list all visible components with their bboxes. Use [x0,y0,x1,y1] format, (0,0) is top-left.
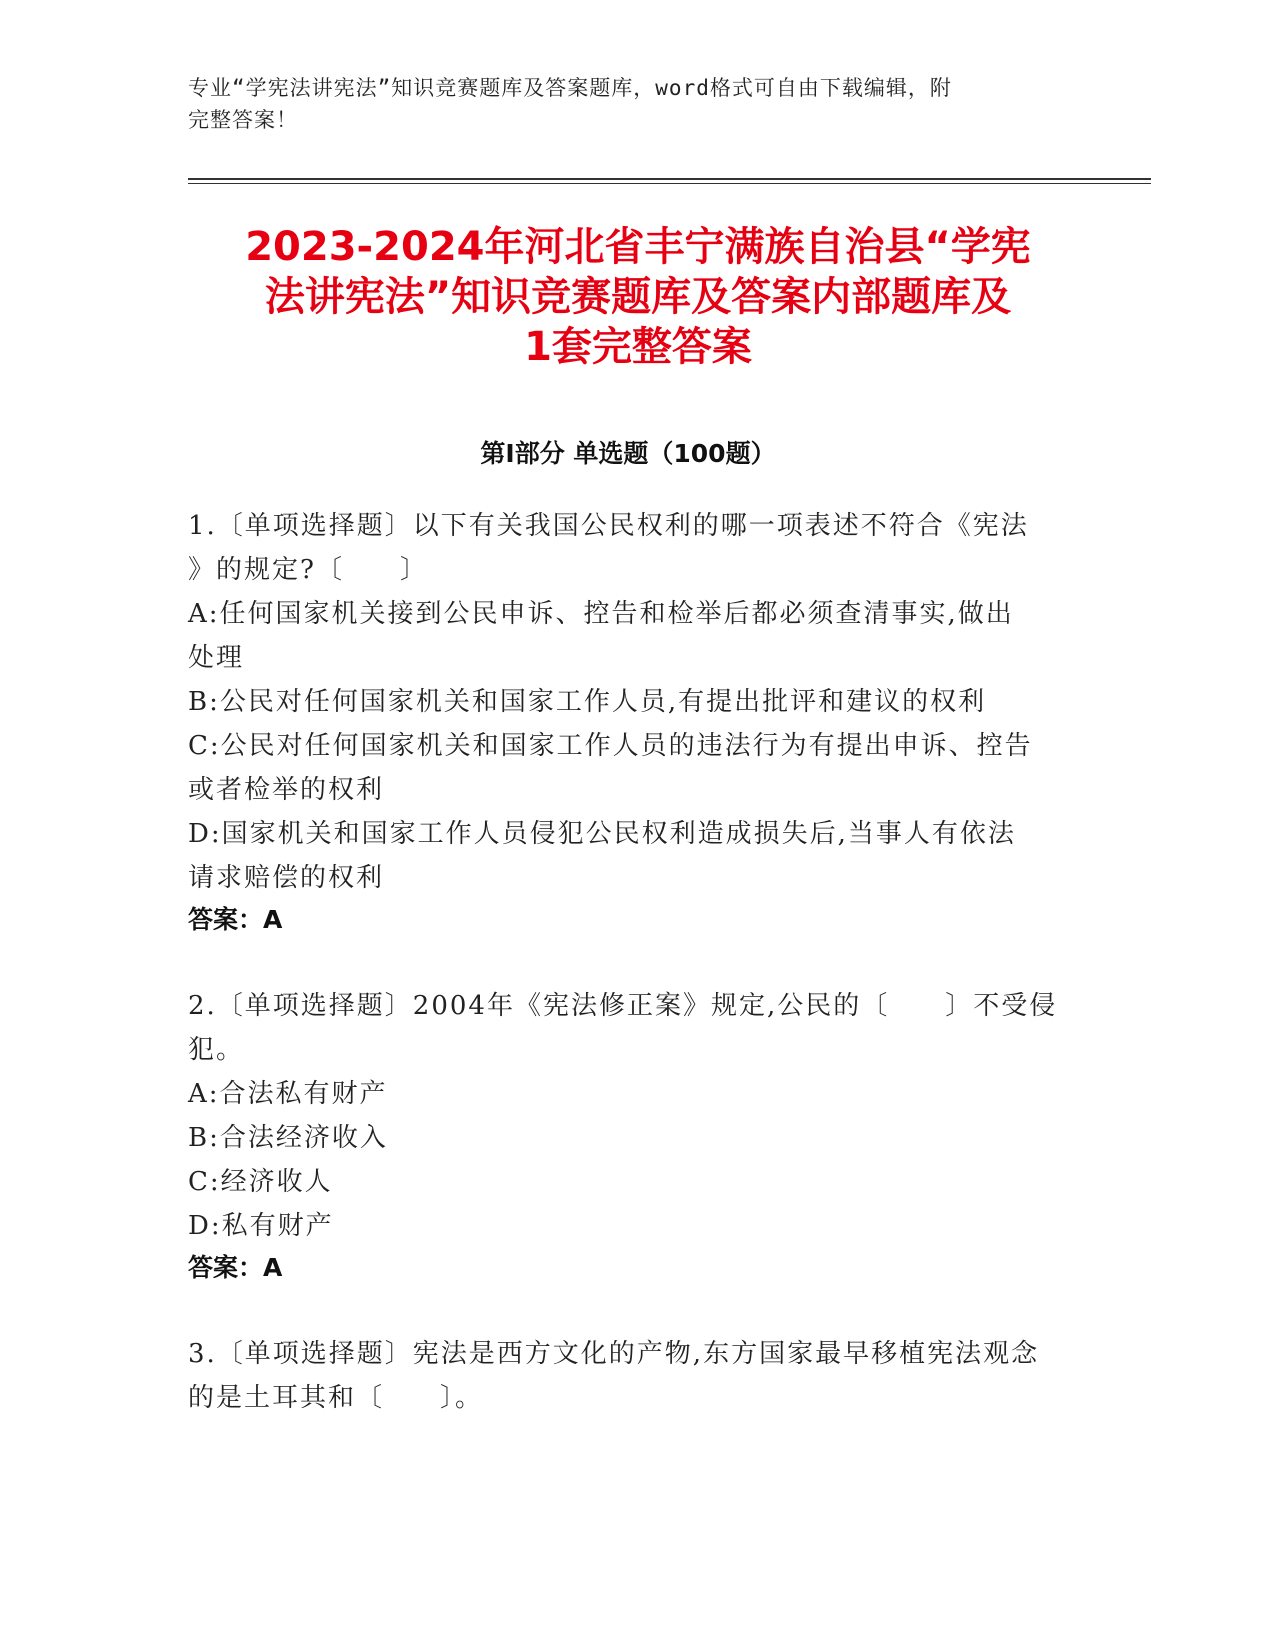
option-c: C:公民对任何国家机关和国家工作人员的违法行为有提出申诉、控告 [188,731,1033,761]
option-b: B:公民对任何国家机关和国家工作人员,有提出批评和建议的权利 [188,687,987,717]
option-c: C:经济收人 [188,1167,333,1197]
question-stem: 的是土耳其和〔 〕。 [188,1383,484,1413]
title-line: 法讲宪法”知识竞赛题库及答案内部题库及 [264,274,1012,320]
header-note-line: 专业“学宪法讲宪法”知识竞赛题库及答案题库，word格式可自由下载编辑，附 [188,76,952,100]
header-divider [188,178,1151,180]
option-a: 处理 [188,643,245,673]
question-stem: 2.〔单项选择题〕2004年《宪法修正案》规定,公民的〔 〕不受侵 [188,991,1058,1021]
header-note [188,72,1068,136]
title-line: 1套完整答案 [524,324,752,370]
option-d: D:国家机关和国家工作人员侵犯公民权利造成损失后,当事人有依法 [188,819,1016,849]
header-divider [188,183,1151,184]
title-line: 2023-2024年河北省丰宁满族自治县“学宪 [245,224,1031,270]
question-stem: 3.〔单项选择题〕宪法是西方文化的产物,东方国家最早移植宪法观念 [188,1339,1040,1369]
question-stem: 1.〔单项选择题〕以下有关我国公民权利的哪一项表述不符合《宪法 [188,511,1029,541]
option-c: 或者检举的权利 [188,775,385,805]
option-d: 请求赔偿的权利 [188,863,385,893]
answer-label: 答案：A [188,1253,283,1282]
question-stem: 犯。 [188,1035,245,1065]
option-d: D:私有财产 [188,1211,334,1241]
option-a: A:任何国家机关接到公民申诉、控告和检举后都必须查清事实,做出 [188,599,1014,629]
option-b: B:合法经济收入 [188,1123,388,1153]
document-title [168,222,1108,372]
section-heading: 第Ⅰ部分 单选题（100题） [480,439,776,468]
answer-label: 答案：A [188,905,283,934]
header-note-line: 完整答案！ [188,108,298,132]
option-a: A:合法私有财产 [188,1079,388,1109]
question-stem: 》的规定?〔 〕 [188,555,428,585]
